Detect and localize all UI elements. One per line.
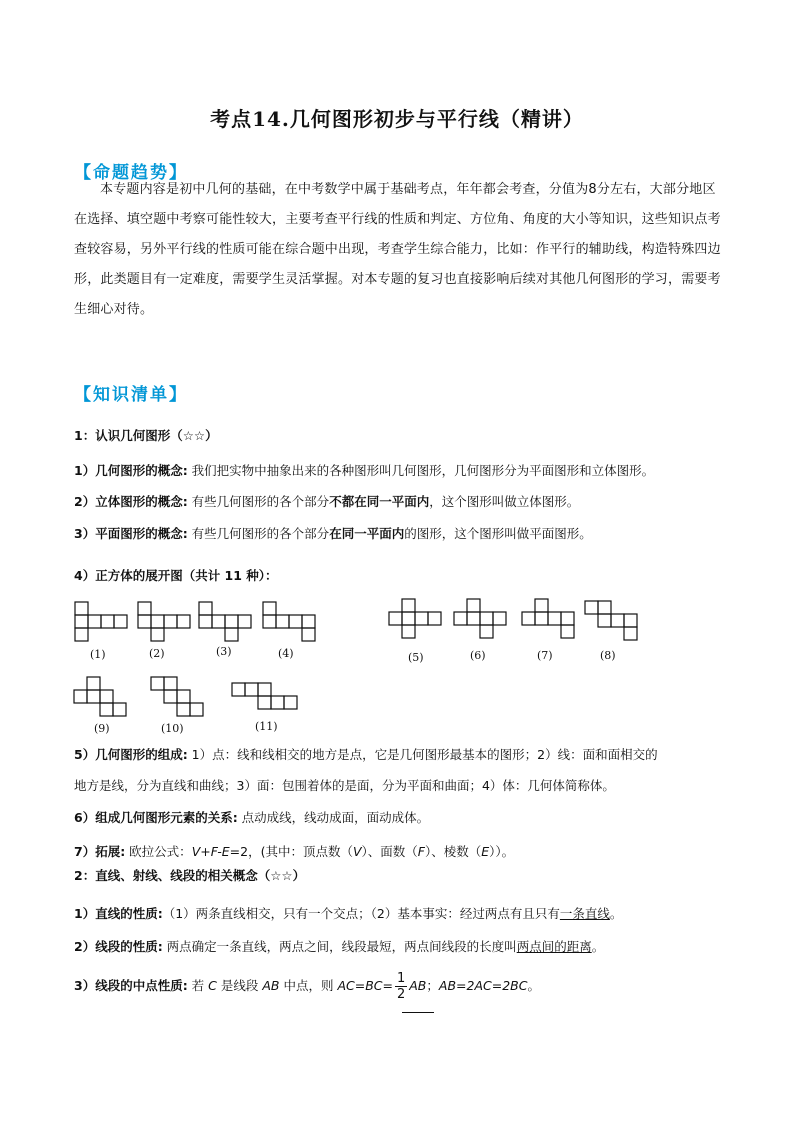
concept-line-3 bbox=[74, 524, 592, 542]
concept-label: 3）平面图形的概念: bbox=[74, 526, 188, 541]
concept-emphasis: 在同一平面内 bbox=[329, 526, 405, 541]
concept-text: ））。 bbox=[489, 844, 515, 859]
cube-net-1-figure bbox=[74, 601, 134, 643]
fraction-one-half bbox=[395, 971, 407, 1002]
cube-net-2-figure bbox=[137, 601, 197, 643]
cube-net-4-figure bbox=[262, 601, 322, 643]
cube-net-11-figure bbox=[231, 682, 305, 712]
concept-label: 5）几何图形的组成: bbox=[74, 747, 188, 762]
cube-net-label: (5) bbox=[408, 651, 424, 664]
cube-net-label: (2) bbox=[149, 647, 165, 660]
trend-paragraph: 本专题内容是初中几何的基础，在中考数学中属于基础考点，年年都会考查，分值为8分左右，大部分地区在选择、填空题中考察可能性较大，主要考查平行线的性质和判定、方位角、角度的大小等知识，这些知识点考查较容易，另外平行线的性质可能在综合题中出现，考查学生综合能力，比如：作平行的辅助线，构造特殊四边形，此类题目有一定难度，需要学生灵活掌握。对本专题的复习也直接影响后续对其他几何图形的学习，需要考生细心对待。 bbox=[74, 182, 721, 317]
cube-net-7-figure bbox=[521, 598, 581, 640]
var-e: E bbox=[481, 844, 490, 859]
cube-net-label: (9) bbox=[94, 722, 110, 735]
concept-label: 7）拓展: bbox=[74, 844, 126, 859]
cube-net-3-figure bbox=[198, 601, 258, 643]
cube-net-8-figure bbox=[584, 600, 644, 642]
concept-text: ； bbox=[426, 978, 439, 993]
concept-text: ，这个图形叫做立体图形。 bbox=[429, 494, 580, 509]
midpoint-equation: AB=2AC=2BC bbox=[438, 978, 528, 993]
cube-net-label: (4) bbox=[278, 647, 294, 660]
concept-text: 我们把实物中抽象出来的各种图形叫几何图形，几何图形分为平面图形和立体图形。 bbox=[187, 463, 655, 478]
cube-net-label: (11) bbox=[255, 720, 278, 733]
cube-net-label: (1) bbox=[90, 648, 106, 661]
cube-net-label: (8) bbox=[600, 649, 616, 662]
concept-emphasis: 不都在同一平面内 bbox=[329, 494, 430, 509]
concept-text: 。 bbox=[609, 906, 623, 921]
concept-text: 有些几何图形的各个部分 bbox=[187, 494, 330, 509]
underlined-term: 两点间的距离 bbox=[516, 939, 592, 954]
concept-label: 2）线段的性质: bbox=[74, 939, 163, 954]
concept-text: 两点确定一条直线，两点之间，线段最短，两点间线段的长度叫 bbox=[162, 939, 517, 954]
midpoint-equation: AC=BC= bbox=[337, 978, 393, 993]
euler-formula: V+F-E bbox=[191, 844, 230, 859]
concept-text: 1）点：线和线相交的地方是点，它是几何图形最基本的图形；2）线：面和面相交的 bbox=[187, 747, 658, 762]
euler-line bbox=[74, 842, 514, 860]
cube-net-label: (3) bbox=[216, 645, 232, 658]
concept-text: 若 bbox=[187, 978, 209, 993]
cube-net-label: (6) bbox=[470, 649, 486, 662]
concept-label: 1）直线的性质: bbox=[74, 906, 163, 921]
concept-label: 6）组成几何图形元素的关系: bbox=[74, 810, 238, 825]
cube-net-10-figure bbox=[150, 676, 210, 718]
concept-text: ）、面数（ bbox=[361, 844, 418, 859]
cube-net-heading: 4）正方体的展开图（共计 11 种）： bbox=[74, 568, 278, 583]
var-c: C bbox=[208, 978, 217, 993]
cube-net-9-figure bbox=[73, 676, 133, 718]
section-heading-trend: 【命题趋势】 bbox=[74, 163, 188, 183]
concept-line-1 bbox=[74, 461, 654, 479]
concept-text: 欧拉公式： bbox=[125, 844, 192, 859]
concept-text: 的图形，这个图形叫做平面图形。 bbox=[404, 526, 592, 541]
concept-text: 是线段 bbox=[216, 978, 263, 993]
relation-line bbox=[74, 808, 429, 826]
concept-text: 有些几何图形的各个部分 bbox=[187, 526, 330, 541]
concept-text: （1）两条直线相交，只有一个交点；（2）基本事实：经过两点有且只有 bbox=[162, 906, 560, 921]
page-title: 考点14.几何图形初步与平行线（精讲） bbox=[210, 107, 584, 131]
knowledge-point-2-heading: 2：直线、射线、线段的相关概念（☆☆） bbox=[74, 868, 306, 883]
var-v: V bbox=[352, 844, 362, 859]
concept-line-2 bbox=[74, 492, 579, 510]
cube-net-label: (7) bbox=[537, 649, 553, 662]
midpoint-property bbox=[74, 971, 540, 1002]
underlined-term: 一条直线 bbox=[559, 906, 610, 921]
cube-net-label: (10) bbox=[161, 722, 184, 735]
concept-label: 2）立体图形的概念: bbox=[74, 494, 188, 509]
concept-text: 中点，则 bbox=[279, 978, 338, 993]
composition-line-2: 地方是线，分为直线和曲线；3）面：包围着体的是面，分为平面和曲面；4）体：几何体简称体。 bbox=[74, 778, 615, 793]
section-heading-knowledge: 【知识清单】 bbox=[74, 385, 188, 405]
answer-underline bbox=[402, 1012, 434, 1013]
cube-net-5-figure bbox=[388, 598, 448, 640]
knowledge-point-1-heading: 1：认识几何图形（☆☆） bbox=[74, 428, 218, 443]
concept-text: ）、棱数（ bbox=[424, 844, 482, 859]
var-f: F bbox=[417, 844, 425, 859]
segment-property bbox=[74, 937, 604, 955]
concept-text: 点动成线，线动成面，面动成体。 bbox=[237, 810, 430, 825]
var-ab: AB bbox=[262, 978, 280, 993]
concept-label: 1）几何图形的概念: bbox=[74, 463, 188, 478]
concept-text: =2，(其中：顶点数（ bbox=[229, 844, 353, 859]
line-property bbox=[74, 904, 622, 922]
fraction-denominator: 2 bbox=[396, 987, 406, 1002]
var-ab: AB bbox=[409, 978, 427, 993]
composition-line-1 bbox=[74, 745, 658, 763]
fraction-numerator: 1 bbox=[396, 971, 406, 986]
concept-text: 。 bbox=[591, 939, 605, 954]
concept-label: 3）线段的中点性质: bbox=[74, 978, 188, 993]
concept-text: 。 bbox=[527, 978, 540, 993]
cube-net-6-figure bbox=[453, 598, 513, 640]
